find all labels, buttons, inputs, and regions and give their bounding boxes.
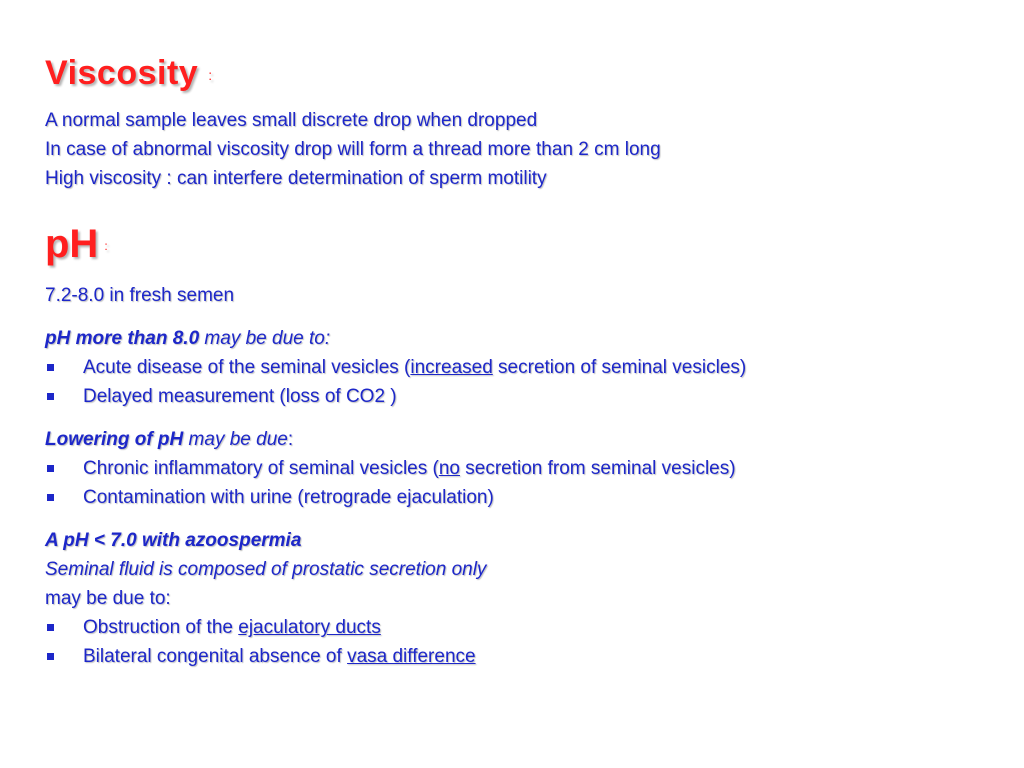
viscosity-line-high: High viscosity : can interfere determination of sperm motility (45, 168, 547, 190)
bullet-text-underlined: increased (410, 357, 493, 379)
ph-low-section (45, 425, 995, 512)
ph-title-colon: : (104, 239, 108, 254)
square-bullet-icon (47, 494, 54, 501)
square-bullet-icon (47, 364, 54, 371)
list-item (45, 613, 995, 642)
viscosity-title-colon: : (208, 67, 213, 84)
bullet-text-pre: Chronic inflammatory of seminal vesicles ( (83, 458, 439, 480)
ph-title: pH (45, 222, 99, 267)
viscosity-line-normal: A normal sample leaves small discrete drop when dropped (45, 110, 538, 132)
ph-fresh-range: 7.2-8.0 in fresh semen (45, 285, 235, 307)
ph-azoospermia-section (45, 526, 995, 671)
list-item (45, 642, 995, 671)
azoospermia-list (45, 613, 995, 671)
viscosity-heading (45, 50, 995, 98)
ph-high-lead-bold: pH more than 8.0 (45, 328, 200, 350)
bullet-text-pre: Contamination with urine (retrograde ejaculation) (83, 487, 494, 509)
slide (45, 50, 995, 671)
ph-high-lead-rest: may be due to: (199, 328, 331, 350)
viscosity-line-abnormal: In case of abnormal viscosity drop will form a thread more than 2 cm long (45, 139, 661, 161)
bullet-text-pre: Obstruction of the (83, 617, 239, 639)
ph-high-section (45, 324, 995, 411)
bullet-text-pre: Bilateral congenital absence of (83, 646, 348, 668)
ph-low-lead-bold: Lowering of pH (45, 429, 184, 451)
bullet-text-underlined: no (438, 458, 460, 480)
ph-high-lead (45, 324, 995, 353)
square-bullet-icon (47, 465, 54, 472)
azoospermia-composition: Seminal fluid is composed of prostatic secretion only (45, 559, 487, 581)
viscosity-section (45, 106, 995, 193)
bullet-text-post: secretion of seminal vesicles) (492, 357, 747, 379)
bullet-text-pre: Acute disease of the seminal vesicles ( (83, 357, 411, 379)
square-bullet-icon (47, 653, 54, 660)
list-item (45, 353, 995, 382)
list-item (45, 483, 995, 512)
list-item (45, 382, 995, 411)
ph-low-lead (45, 425, 995, 454)
viscosity-title: Viscosity (45, 54, 199, 92)
ph-high-list (45, 353, 995, 411)
bullet-text-pre: Delayed measurement (loss of CO2 ) (83, 386, 397, 408)
list-item (45, 454, 995, 483)
bullet-text-underlined: vasa difference (347, 646, 476, 668)
bullet-text-underlined: ejaculatory ducts (238, 617, 381, 639)
azoospermia-lead: may be due to: (45, 588, 171, 610)
bullet-text-post: secretion from seminal vesicles) (459, 458, 736, 480)
azoospermia-heading: A pH < 7.0 with azoospermia (45, 530, 302, 552)
ph-heading (45, 219, 995, 271)
ph-low-list (45, 454, 995, 512)
square-bullet-icon (47, 624, 54, 631)
ph-low-lead-colon: : (287, 429, 294, 451)
square-bullet-icon (47, 393, 54, 400)
ph-low-lead-rest: may be due (183, 429, 288, 451)
